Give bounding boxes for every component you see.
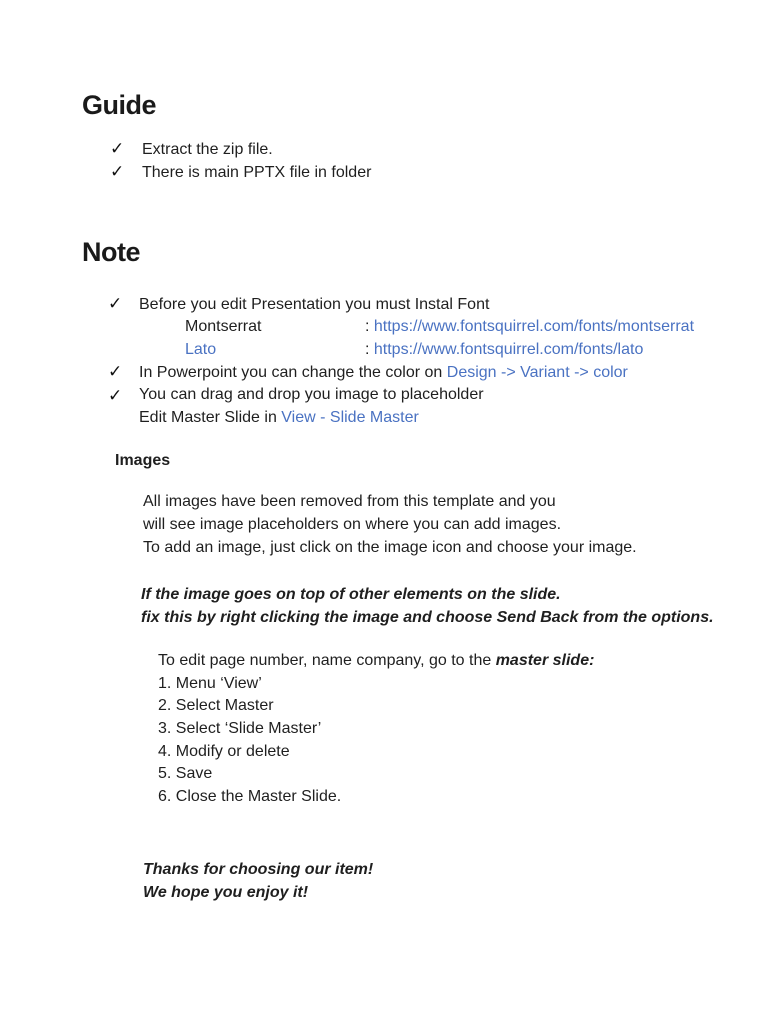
- images-paragraph-line: To add an image, just click on the image icon and choose your image.: [143, 539, 637, 556]
- thanks-line: Thanks for choosing our item!: [143, 861, 374, 878]
- view-slide-master-link[interactable]: View - Slide Master: [281, 409, 419, 426]
- lato-url[interactable]: https://www.fontsquirrel.com/fonts/lato: [373, 341, 644, 358]
- montserrat-url[interactable]: https://www.fontsquirrel.com/fonts/montserrat: [373, 318, 695, 335]
- font-name-lato: Lato: [185, 341, 217, 358]
- check-icon: ✓: [108, 294, 123, 313]
- master-intro: [158, 650, 594, 672]
- master-step: 6. Close the Master Slide.: [158, 788, 342, 805]
- drag-drop-text: You can drag and drop you image to placeholder: [139, 386, 484, 403]
- thanks-line: We hope you enjoy it!: [143, 884, 309, 901]
- master-instruction-text: Edit Master Slide in: [139, 409, 282, 426]
- design-variant-link[interactable]: Design -> Variant -> color: [446, 364, 628, 381]
- font-link-montserrat[interactable]: [365, 316, 694, 338]
- images-paragraph-line: will see image placeholders on where you can add images.: [143, 516, 562, 533]
- images-warning-line: fix this by right clicking the image and choose Send Back from the options.: [141, 609, 714, 626]
- font-name-montserrat: Montserrat: [185, 318, 262, 335]
- guide-item: There is main PPTX file in folder: [142, 164, 372, 181]
- check-icon: ✓: [108, 362, 123, 381]
- guide-heading: Guide: [82, 90, 157, 120]
- master-step: 2. Select Master: [158, 697, 274, 714]
- note-heading: Note: [82, 237, 140, 267]
- color-instruction: [139, 362, 628, 384]
- master-step: 5. Save: [158, 765, 213, 782]
- images-heading: Images: [115, 452, 171, 469]
- master-intro-text: To edit page number, name company, go to the: [158, 652, 496, 669]
- master-step: 3. Select ‘Slide Master’: [158, 720, 322, 737]
- font-link-lato[interactable]: [365, 339, 643, 361]
- font-intro-text: Before you edit Presentation you must Instal Font: [139, 296, 490, 313]
- master-step: 1. Menu ‘View’: [158, 675, 262, 692]
- font-link-separator: :: [365, 318, 374, 335]
- master-slide-instruction: [139, 407, 419, 429]
- guide-item: Extract the zip file.: [142, 141, 273, 158]
- images-paragraph-line: All images have been removed from this template and you: [143, 493, 556, 510]
- master-step: 4. Modify or delete: [158, 743, 290, 760]
- images-warning-line: If the image goes on top of other elements on the slide.: [141, 586, 561, 603]
- font-link-separator: :: [365, 341, 374, 358]
- color-instruction-text: In Powerpoint you can change the color on: [139, 364, 447, 381]
- master-slide-emphasis: master slide:: [495, 652, 595, 669]
- check-icon: ✓: [110, 162, 125, 181]
- check-icon: ✓: [110, 139, 125, 158]
- check-icon: ✓: [108, 386, 123, 405]
